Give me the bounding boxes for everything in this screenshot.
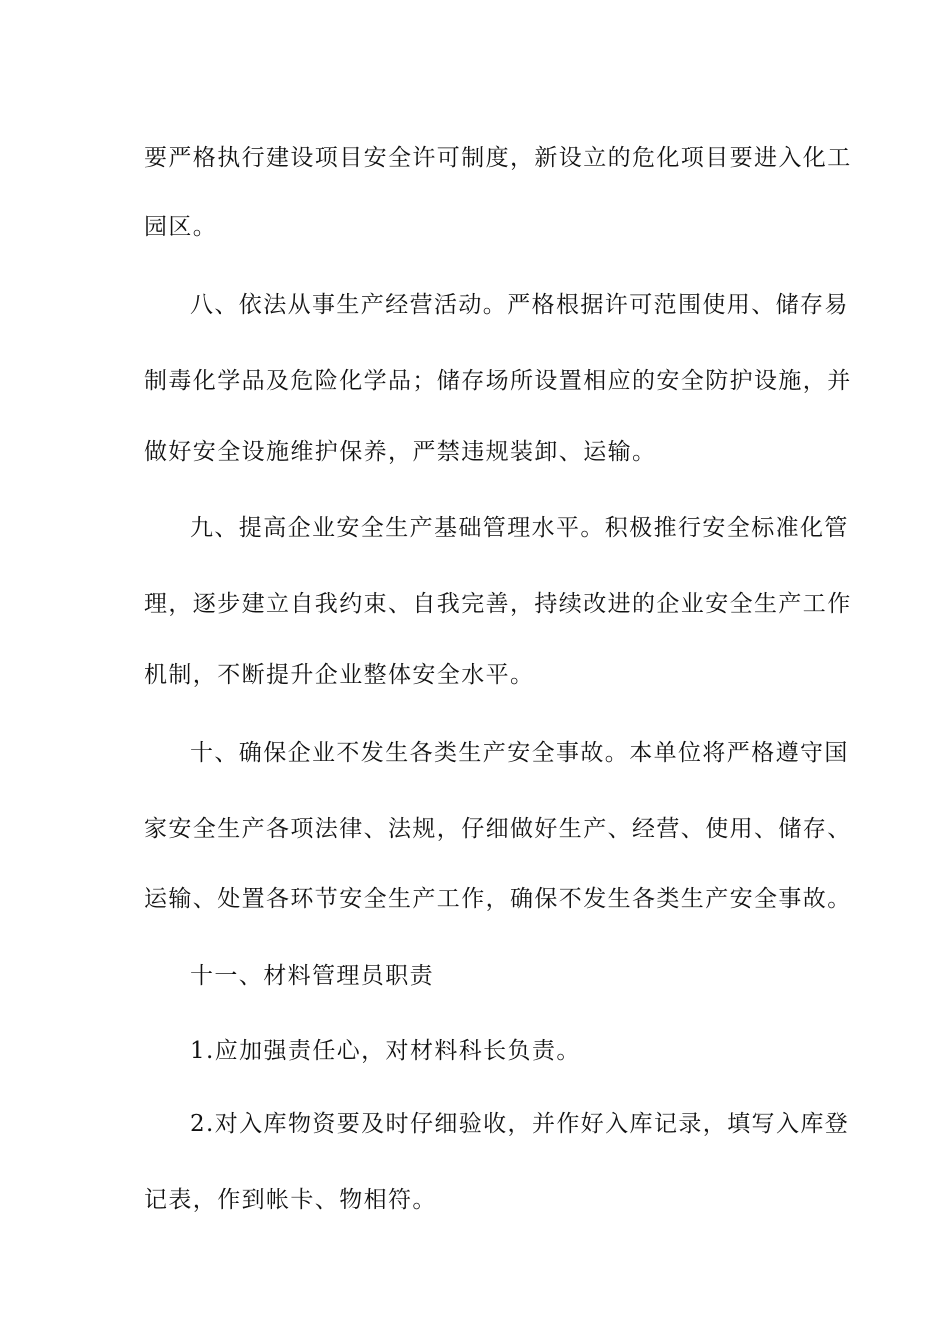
text-line: 运输、处置各环节安全生产工作，确保不发生各类生产安全事故。 <box>144 886 852 912</box>
text-line: 做好安全设施维护保养，严禁违规装卸、运输。 <box>144 439 657 465</box>
text-line: 制毒化学品及危险化学品；储存场所设置相应的安全防护设施，并 <box>144 368 852 394</box>
paragraph-heading-8: 八、依法从事生产经营活动。严格根据许可范围使用、储存易 <box>190 292 849 318</box>
text-line: 理，逐步建立自我约束、自我完善，持续改进的企业安全生产工作 <box>144 591 852 617</box>
text-line: 家安全生产各项法律、法规，仔细做好生产、经营、使用、储存、 <box>144 816 852 842</box>
text-line: 园区。 <box>144 214 218 240</box>
text-line: 机制，不断提升企业整体安全水平。 <box>144 662 535 688</box>
text-line: 要严格执行建设项目安全许可制度，新设立的危化项目要进入化工 <box>144 145 852 171</box>
section-heading-11: 十一、材料管理员职责 <box>190 963 434 989</box>
paragraph-heading-9: 九、提高企业安全生产基础管理水平。积极推行安全标准化管 <box>190 515 849 541</box>
list-item-2: 2.对入库物资要及时仔细验收，并作好入库记录，填写入库登 <box>190 1111 850 1137</box>
list-item-1: 1.应加强责任心，对材料科长负责。 <box>190 1038 581 1064</box>
text-line: 记表，作到帐卡、物相符。 <box>144 1187 437 1213</box>
paragraph-heading-10: 十、确保企业不发生各类生产安全事故。本单位将严格遵守国 <box>190 740 849 766</box>
